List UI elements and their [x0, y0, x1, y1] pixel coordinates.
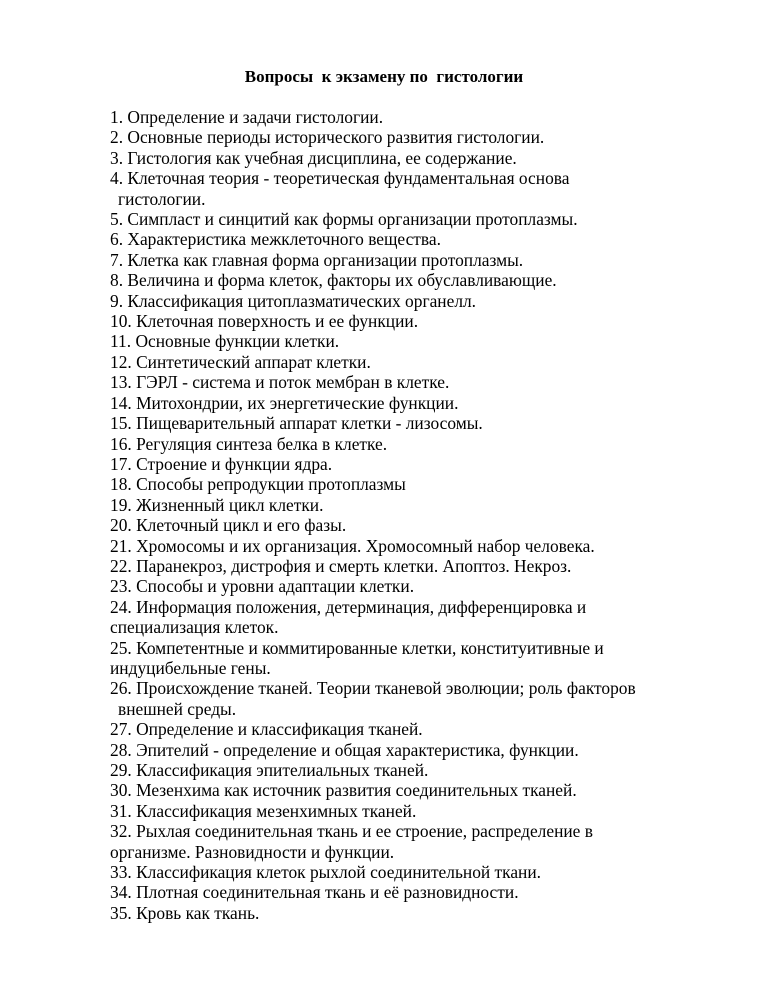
question-text: 27. Определение и классификация тканей.	[110, 719, 423, 740]
list-item	[110, 474, 730, 494]
list-item	[110, 638, 730, 679]
list-item	[110, 515, 730, 535]
list-item	[110, 372, 730, 392]
question-text: 9. Классификация цитоплазматических органелл.	[110, 290, 477, 311]
question-text: 22. Паранекроз, дистрофия и смерть клетки. Апоптоз. Некроз.	[110, 555, 572, 576]
question-text: 15. Пищеварительный аппарат клетки - лизосомы.	[110, 413, 483, 434]
question-text: 30. Мезенхима как источник развития соединительных тканей.	[110, 780, 577, 801]
question-text: 2. Основные периоды исторического развития гистологии.	[110, 127, 545, 148]
question-text: 31. Классификация мезенхимных тканей.	[110, 800, 417, 821]
question-text: 11. Основные функции клетки.	[110, 331, 340, 352]
question-text: 29. Классификация эпителиальных тканей.	[110, 760, 429, 780]
list-item	[110, 311, 730, 331]
question-text: 8. Величина и форма клеток, факторы их обуславливающие.	[110, 270, 557, 291]
question-text: 26. Происхождение тканей. Теории тканевой эволюции; роль факторов	[110, 678, 636, 699]
list-item	[110, 168, 730, 209]
question-text: 16. Регуляция синтеза белка в клетке.	[110, 433, 388, 454]
list-item	[110, 434, 730, 454]
question-text: 14. Митохондрии, их энергетические функции.	[110, 392, 459, 413]
question-text: 34. Плотная соединительная ткань и её разновидности.	[110, 882, 519, 903]
question-text: 25. Компетентные и коммитированные клетки, конституитивные и	[110, 637, 604, 658]
list-item	[110, 760, 730, 780]
list-item	[110, 107, 730, 127]
list-item	[110, 576, 730, 596]
question-text: 3. Гистология как учебная дисциплина, ее содержание.	[110, 147, 517, 168]
list-item	[110, 678, 730, 719]
list-item	[110, 291, 730, 311]
list-item	[110, 597, 730, 638]
question-text: 28. Эпителий - определение и общая характеристика, функции.	[110, 739, 579, 760]
question-list	[110, 107, 730, 923]
list-item	[110, 270, 730, 290]
question-text-continuation: гистологии.	[118, 188, 206, 209]
list-item	[110, 229, 730, 249]
question-text: 19. Жизненный цикл клетки.	[110, 494, 324, 515]
question-text: 12. Синтетический аппарат клетки.	[110, 351, 371, 372]
question-text: 24. Информация положения, детерминация, дифференцировка и	[110, 596, 587, 617]
list-item	[110, 821, 730, 862]
question-text: 23. Способы и уровни адаптации клетки.	[110, 576, 415, 597]
list-item	[110, 882, 730, 902]
question-text: 35. Кровь как ткань.	[110, 902, 260, 923]
question-text: 20. Клеточный цикл и его фазы.	[110, 515, 347, 536]
page-title: Вопросы к экзамену по гистологии	[244, 67, 524, 86]
list-item	[110, 413, 730, 433]
question-text-continuation: внешней среды.	[118, 698, 237, 719]
list-item	[110, 209, 730, 229]
question-text: 6. Характеристика межклеточного вещества.	[110, 229, 441, 250]
question-text-continuation: специализация клеток.	[110, 617, 279, 638]
list-item	[110, 903, 730, 923]
question-text: 32. Рыхлая соединительная ткань и ее строение, распределение в	[110, 821, 593, 842]
list-item	[110, 250, 730, 270]
question-text: 5. Симпласт и синцитий как формы организации протоплазмы.	[110, 209, 578, 230]
question-text: 33. Классификация клеток рыхлой соединительной ткани.	[110, 862, 542, 883]
question-text: 21. Хромосомы и их организация. Хромосомный набор человека.	[110, 535, 595, 556]
list-item	[110, 740, 730, 760]
list-item	[110, 127, 730, 147]
question-text: 13. ГЭРЛ - система и поток мембран в клетке.	[110, 372, 450, 393]
question-text-continuation: индуцибельные гены.	[110, 657, 271, 678]
list-item	[110, 556, 730, 576]
question-text: 7. Клетка как главная форма организации протоплазмы.	[110, 249, 524, 270]
list-item	[110, 536, 730, 556]
list-item	[110, 352, 730, 372]
list-item	[110, 862, 730, 882]
question-text: 17. Строение и функции ядра.	[110, 453, 333, 474]
list-item	[110, 801, 730, 821]
question-text: 4. Клеточная теория - теоретическая фундаментальная основа	[110, 168, 570, 189]
list-item	[110, 148, 730, 168]
list-item	[110, 719, 730, 739]
question-text: 18. Способы репродукции протоплазмы	[110, 474, 406, 495]
question-text: 10. Клеточная поверхность и ее функции.	[110, 311, 419, 332]
question-text-continuation: организме. Разновидности и функции.	[110, 841, 395, 862]
list-item	[110, 780, 730, 800]
list-item	[110, 331, 730, 351]
list-item	[110, 495, 730, 515]
list-item	[110, 454, 730, 474]
list-item	[110, 393, 730, 413]
question-text: 1. Определение и задачи гистологии.	[110, 107, 384, 127]
